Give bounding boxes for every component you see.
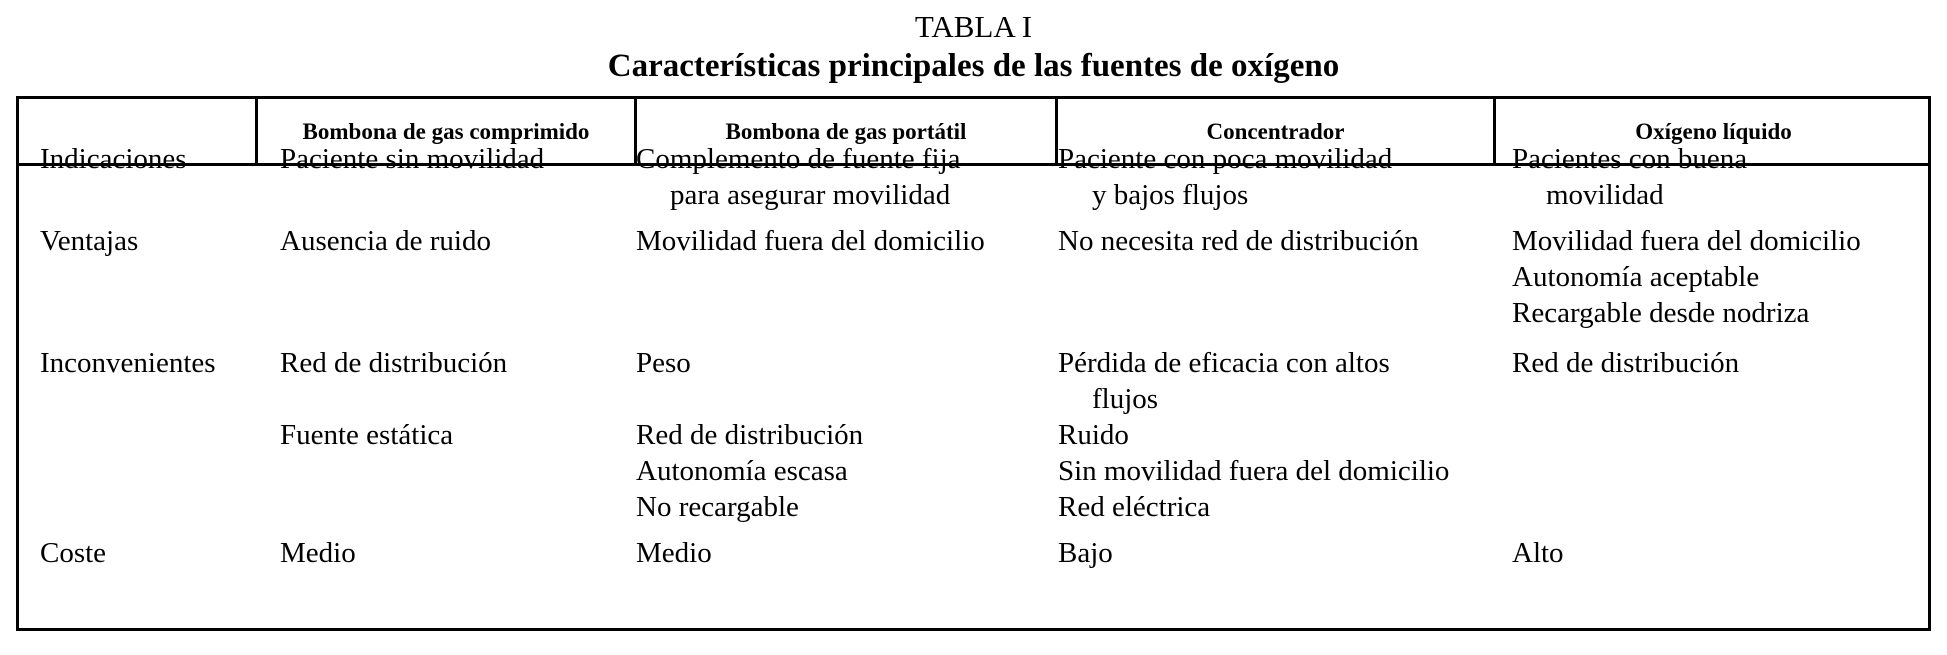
cell-line: flujos xyxy=(1092,383,1159,415)
cell-line: Bajo xyxy=(1058,537,1113,569)
table-cell xyxy=(280,417,453,453)
cell-line: para asegurar movilidad xyxy=(670,179,951,211)
table-cell xyxy=(280,535,356,571)
cell-line: Pacientes con buena xyxy=(1512,143,1748,175)
table-cell xyxy=(1058,141,1392,213)
cell-line: No necesita red de distribución xyxy=(1058,225,1419,257)
cell-line: y bajos flujos xyxy=(1092,179,1249,211)
oxygen-sources-table xyxy=(16,96,1931,631)
table-number: TABLA I xyxy=(914,9,1033,44)
table-cell xyxy=(1058,535,1113,571)
cell-line: Movilidad fuera del domicilio xyxy=(636,225,985,257)
header-cell-compressed-gas: Bombona de gas comprimido xyxy=(302,118,590,144)
table-cell xyxy=(280,345,507,381)
table-cell xyxy=(636,417,863,525)
cell-line: Paciente con poca movilidad xyxy=(1058,143,1393,175)
cell-line: No recargable xyxy=(636,491,799,523)
cell-line: Red eléctrica xyxy=(1058,491,1211,523)
table-cell xyxy=(636,141,961,213)
cell-line: Recargable desde nodriza xyxy=(1512,297,1810,329)
cell-line: Red de distribución xyxy=(636,419,864,451)
table-cell xyxy=(636,223,985,259)
cell-line: Peso xyxy=(636,347,691,379)
table-cell xyxy=(1058,417,1449,525)
cell-line: Complemento de fuente fija xyxy=(636,143,961,175)
cell-line: Sin movilidad fuera del domicilio xyxy=(1058,455,1450,487)
row-label: Ventajas xyxy=(40,225,139,257)
cell-line: Red de distribución xyxy=(280,347,508,379)
row-label: Indicaciones xyxy=(40,143,187,175)
table-cell xyxy=(1512,535,1564,571)
cell-line: movilidad xyxy=(1546,179,1664,211)
cell-line: Movilidad fuera del domicilio xyxy=(1512,225,1861,257)
header-cell-liquid-oxygen: Oxígeno líquido xyxy=(1635,118,1792,144)
header-cell-portable-gas: Bombona de gas portátil xyxy=(725,118,967,144)
table-title: Características principales de las fuentes de oxígeno xyxy=(607,48,1340,84)
table-cell xyxy=(1058,345,1390,417)
cell-line: Autonomía aceptable xyxy=(1512,261,1760,293)
cell-line: Autonomía escasa xyxy=(636,455,848,487)
row-label: Inconvenientes xyxy=(40,347,216,379)
table-cell xyxy=(280,223,491,259)
table-cell xyxy=(1512,345,1739,381)
cell-line: Pérdida de eficacia con altos xyxy=(1058,347,1390,379)
cell-line: Medio xyxy=(280,537,356,569)
cell-line: Ausencia de ruido xyxy=(280,225,491,257)
cell-line: Paciente sin movilidad xyxy=(280,143,545,175)
header-cell-concentrator: Concentrador xyxy=(1206,118,1345,144)
cell-line: Medio xyxy=(636,537,712,569)
table-cell xyxy=(1512,223,1861,331)
cell-line: Fuente estática xyxy=(280,419,454,451)
row-label: Coste xyxy=(40,537,107,569)
table-cell xyxy=(636,535,712,571)
cell-line: Alto xyxy=(1512,537,1564,569)
table-cell xyxy=(1058,223,1419,259)
cell-line: Ruido xyxy=(1058,419,1129,451)
table-cell xyxy=(636,345,691,381)
table-cell xyxy=(280,141,544,177)
table-cell xyxy=(1512,141,1747,213)
cell-line: Red de distribución xyxy=(1512,347,1740,379)
